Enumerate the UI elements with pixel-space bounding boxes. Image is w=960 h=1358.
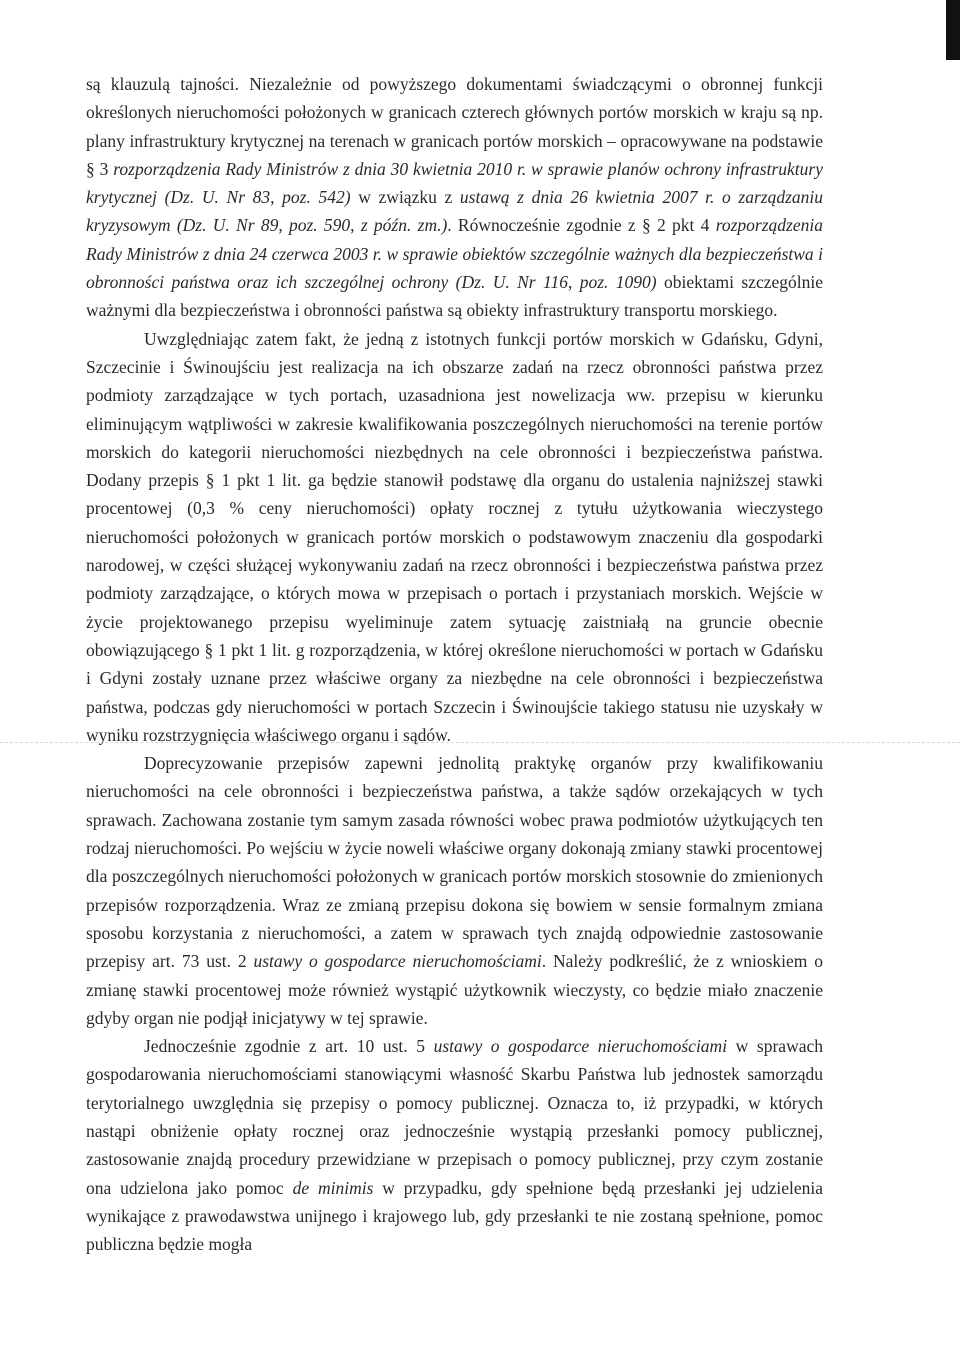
paragraph-text: Doprecyzowanie przepisów zapewni jednolitą praktykę organów przy kwalifikowaniu nieruchomości na cele obronności i bezpieczeństwa państwa, a także sądów orzekających w tych sprawach. Zachowana zostanie tym samym zasada równości wobec prawa podmiotów użytkujących ten rodzaj nieruchomości. Po wejściu w życie noweli właściwe organy dokonają zmiany stawki procentowej dla poszczególnych nieruchomości położonych w granicach portów morskich stosownie do zmienionych przepisów rozporządzenia. Wraz ze zmianą przepisu dokona się bowiem w sensie formalnym zmiana sposobu korzystania z nieruchomości, a zatem w sprawach tych znajdą odpowiednie zastosowanie przepisy art. 73 ust. 2 — [86, 753, 823, 972]
legal-citation: ustawą z dnia 26 kwietnia 2007 r. o zarządzaniu kryzysowym (Dz. U. Nr 89, poz. 590, z późn. zm.) — [86, 187, 823, 236]
scan-edge-mark — [946, 0, 960, 60]
paragraph-text: . Należy podkreślić, że z wnioskiem o zmianę stawki procentowej może również wystąpić użytkownik wieczysty, co będzie miało znaczenie gdyby organ nie podjął inicjatywy w tej sprawie. — [86, 951, 823, 1028]
legal-citation: ustawy o gospodarce nieruchomościami — [433, 1036, 728, 1057]
paragraph-text: są klauzulą tajności. Niezależnie od powyższego dokumentami świadczącymi o obronnej funkcji określonych nieruchomości położonych w granicach czterech głównych portów morskich w kraju są np. plany infrastruktury krytycznej na terenach w granicach portów morskich – opracowywane na podstawie § 3 — [86, 74, 823, 179]
paragraph-text: w przypadku, gdy spełnione będą przesłanki jej udzielenia wynikające z prawodawstwa unijnego i krajowego lub, gdy przesłanki te nie zostaną spełnione, pomoc publiczna będzie mogła — [86, 1177, 823, 1255]
document-body — [86, 70, 823, 1258]
legal-citation: rozporządzenia Rady Ministrów z dnia 30 kwietnia 2010 r. w sprawie planów ochrony infrastruktury krytycznej (Dz. U. Nr 83, poz. 542) — [86, 158, 824, 208]
paragraph-text: . Równocześnie zgodnie z § 2 pkt 4 — [447, 215, 716, 236]
paragraph — [86, 749, 823, 1032]
paragraph — [86, 1032, 823, 1258]
paragraph-text: w związku z — [350, 187, 460, 208]
paragraph — [86, 325, 823, 749]
paragraph — [86, 70, 823, 325]
paragraph-text: w sprawach gospodarowania nieruchomościami stanowiącymi własność Skarbu Państwa lub jednostek samorządu terytorialnego uwzględnia się przepisy o pomocy publicznej. Oznacza to, iż przypadki, w których nastąpi obniżenie opłaty rocznej oraz jednocześnie wystąpią przesłanki pomocy publicznej, zastosowanie znajdą procedury przewidziane w przepisach o pomocy publicznej, przy czym zostanie ona udzielona jako pomoc — [86, 1036, 823, 1198]
legal-citation: ustawy o gospodarce nieruchomościami — [253, 951, 542, 972]
paragraph-text: obiektami szczególnie ważnymi dla bezpieczeństwa i obronności państwa są obiekty infrastruktury transportu morskiego. — [86, 272, 823, 321]
legal-citation: de minimis — [292, 1177, 374, 1198]
legal-citation: rozporządzenia Rady Ministrów z dnia 24 czerwca 2003 r. w sprawie obiektów szczególnie ważnych dla bezpieczeństwa i obronności państwa oraz ich szczególnej ochrony (Dz. U. Nr 116, poz. 1090) — [86, 215, 823, 293]
paragraph-text: Jednocześnie zgodnie z art. 10 ust. 5 — [144, 1036, 434, 1057]
paragraph-text: Uwzględniając zatem fakt, że jedną z istotnych funkcji portów morskich w Gdańsku, Gdyni, Szczecinie i Świnoujściu jest realizacja na ich obszarze zadań na rzecz obronności państwa przez podmioty zarządzające w tych portach, uzasadniona jest nowelizacja ww. przepisu w kierunku eliminującym wątpliwości w zakresie kwalifikowania poszczególnych nieruchomości na terenie portów morskich do kategorii nieruchomości niezbędnych na cele obronności i bezpieczeństwa państwa. Dodany przepis § 1 pkt 1 lit. ga będzie stanowił podstawę dla organu do ustalenia najniższej stawki procentowej (0,3 % ceny nieruchomości) opłaty rocznej z tytułu użytkowania wieczystego nieruchomości położonych w granicach portów morskich o podstawowym znaczeniu dla gospodarki narodowej, w części służącej wykonywaniu zadań na rzecz obronności i bezpieczeństwa państwa przez podmioty zarządzające, o których mowa w przepisach o portach i przystaniach morskich. Wejście w życie projektowanego przepisu wyeliminuje zatem sytuację zaistniałą na gruncie obecnie obowiązującego § 1 pkt 1 lit. g rozporządzenia, w której określone nieruchomości w portach w Gdańsku i Gdyni zostały uznane przez właściwe organy za niezbędne na cele obronności i bezpieczeństwa państwa, podczas gdy nieruchomości w portach Szczecin i Świnoujście takiego statusu nie uzyskały w wyniku rozstrzygnięcia właściwego organu i sądów. — [86, 328, 823, 745]
